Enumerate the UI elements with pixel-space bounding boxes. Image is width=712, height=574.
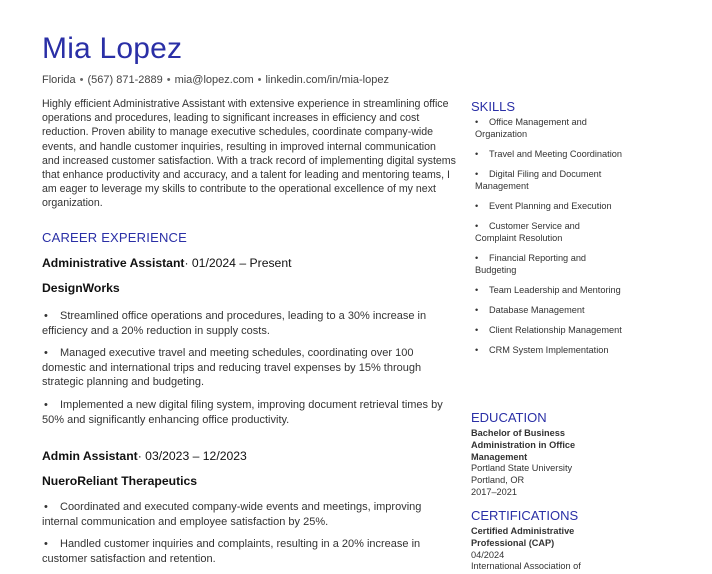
- bullet-icon: •: [475, 149, 479, 159]
- skill-text: CRM System Implementation: [489, 345, 609, 355]
- job-title-line: [42, 449, 247, 463]
- skill-item: [471, 324, 623, 336]
- certification-name: Certified Administrative Professional (CAP): [471, 526, 575, 548]
- candidate-name: Mia Lopez: [42, 32, 183, 65]
- job-bullet-list: [42, 500, 456, 574]
- skill-text: Database Management: [489, 305, 585, 315]
- job-bullet: [42, 398, 456, 427]
- skill-item: [471, 284, 623, 296]
- skill-item: [471, 344, 623, 356]
- section-title-certifications: CERTIFICATIONS: [471, 508, 579, 523]
- bullet-icon: •: [44, 538, 48, 551]
- section-title-skills: SKILLS: [471, 99, 516, 114]
- job-bullet-text: Implemented a new digital filing system, improving document retrieval times by 50% and significantly enhancing office productivity.: [42, 398, 443, 426]
- education-school: Portland State University: [471, 463, 573, 474]
- job-role: Administrative Assistant: [42, 256, 185, 270]
- job-bullet: [42, 500, 456, 529]
- contact-separator: •: [257, 74, 262, 86]
- skill-text: Financial Reporting and Budgeting: [475, 253, 587, 275]
- skill-item: [471, 220, 623, 244]
- job-bullet: [42, 537, 456, 566]
- contact-separator: •: [79, 74, 84, 86]
- skills-list: [471, 116, 623, 364]
- skill-item: [471, 116, 623, 140]
- contact-linkedin: linkedin.com/in/mia-lopez: [265, 74, 389, 86]
- certification-issuer: International Association of: [471, 561, 581, 572]
- job-bullet-text: Coordinated and executed company-wide events and meetings, improving internal communication and employee satisfaction by 25%.: [42, 501, 422, 528]
- skill-text: Digital Filing and Document Management: [475, 169, 602, 191]
- job-company: NueroReliant Therapeutics: [42, 474, 198, 488]
- education-degree: Bachelor of Business Administration in Office Management: [471, 428, 576, 462]
- job-bullet: [42, 346, 456, 390]
- skill-item: [471, 252, 623, 276]
- bullet-icon: •: [475, 285, 479, 295]
- job-company: DesignWorks: [42, 281, 120, 295]
- education-location: Portland, OR: [471, 475, 525, 486]
- contact-separator: •: [166, 74, 171, 86]
- job-bullet-text: Handled customer inquiries and complaints, resulting in a 20% increase in customer satisfaction and retention.: [42, 538, 421, 565]
- job-dates: · 01/2024 – Present: [184, 256, 292, 270]
- bullet-icon: •: [44, 347, 48, 360]
- education-dates: 2017–2021: [471, 486, 517, 497]
- contact-location: Florida: [42, 74, 76, 86]
- job-bullet-list: [42, 309, 456, 435]
- bullet-icon: •: [44, 398, 48, 411]
- section-title-career-experience: CAREER EXPERIENCE: [42, 230, 187, 245]
- contact-email: mia@lopez.com: [174, 74, 254, 86]
- contact-phone: (567) 871-2889: [87, 74, 163, 86]
- bullet-icon: •: [475, 305, 479, 315]
- skill-item: [471, 304, 623, 316]
- job-title-line: [42, 256, 292, 270]
- bullet-icon: •: [475, 345, 479, 355]
- job-dates: · 03/2023 – 12/2023: [137, 449, 247, 463]
- job-bullet-text: Streamlined office operations and procedures, leading to a 30% increase in efficiency and a 20% reduction in supply costs.: [42, 310, 427, 337]
- certification-date: 04/2024: [471, 549, 505, 560]
- certification-entry: [471, 526, 601, 573]
- education-entry: [471, 428, 601, 499]
- skill-text: Travel and Meeting Coordination: [489, 149, 622, 159]
- skill-item: [471, 168, 623, 192]
- section-title-education: EDUCATION: [471, 410, 547, 425]
- skill-item: [471, 200, 623, 212]
- contact-line: [42, 74, 389, 86]
- bullet-icon: •: [475, 325, 479, 335]
- bullet-icon: •: [44, 501, 48, 513]
- skill-text: Client Relationship Management: [489, 325, 622, 335]
- skill-text: Customer Service and Complaint Resolution: [475, 221, 580, 243]
- skill-item: [471, 148, 623, 160]
- bullet-icon: •: [475, 117, 479, 127]
- bullet-icon: •: [475, 221, 479, 231]
- skill-text: Office Management and Organization: [475, 117, 587, 139]
- professional-summary: Highly efficient Administrative Assistant with extensive experience in streamlining office operations and procedures, leading to significant increases in efficiency and cost reduction. Proven ability to manage executive schedules, coordinate company-wide events, and handle customer inquiries, resulting in improved internal communication and increased customer satisfaction. With a track record of implementing digital systems that enhance productivity and accuracy, and a talent for leading and mentoring teams, I am eager to leverage my skills to contribute to the operational excellence of my next organization.: [42, 98, 456, 210]
- job-bullet: [42, 309, 456, 338]
- job-bullet-text: Managed executive travel and meeting schedules, coordinating over 100 domestic and international trips and reducing travel expenses by 15% through strategic planning and budgeting.: [42, 347, 422, 389]
- skill-text: Team Leadership and Mentoring: [489, 285, 621, 295]
- bullet-icon: •: [475, 169, 479, 179]
- bullet-icon: •: [44, 310, 48, 322]
- job-role: Admin Assistant: [42, 449, 138, 463]
- bullet-icon: •: [475, 253, 479, 263]
- skill-text: Event Planning and Execution: [489, 201, 612, 211]
- bullet-icon: •: [475, 201, 479, 211]
